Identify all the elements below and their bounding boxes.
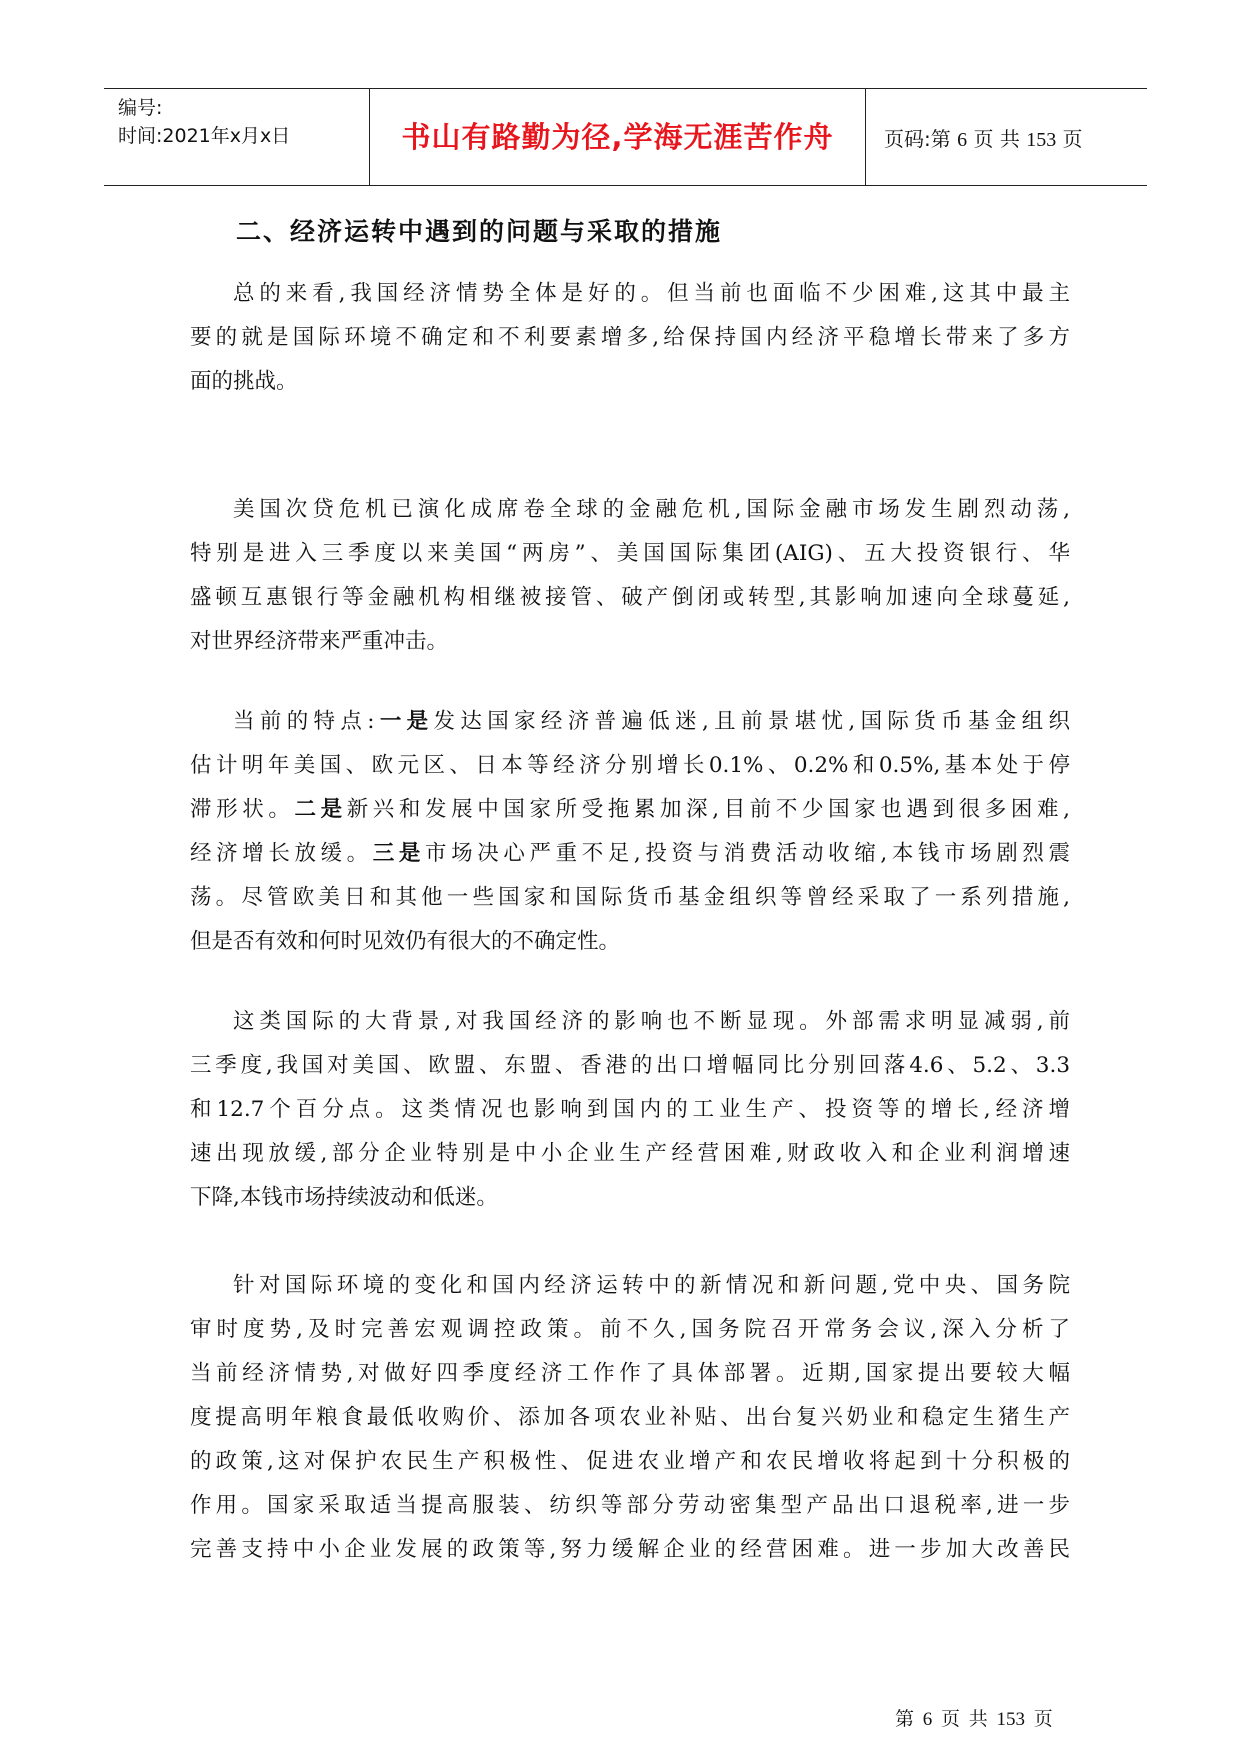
section-heading: 二、经济运转中遇到的问题与采取的措施 [236,217,723,246]
paragraph-1 [190,272,1070,404]
paragraph-line: 的政策,这对保护农民生产积极性、促进农业增产和农民增收将起到十分积极的 [190,1449,1070,1474]
page-mid: 页 共 [973,127,1020,151]
paragraph-line: 和12.7个百分点。这类情况也影响到国内的工业生产、投资等的增长,经济增 [190,1097,1070,1122]
paragraph-5 [190,1264,1070,1572]
header-page-cell [866,89,1147,185]
bold-marker-three: 三是 [372,841,426,866]
paragraph-line: 估计明年美国、欧元区、日本等经济分别增长0.1%、0.2%和0.5%,基本处于停 [190,753,1070,778]
text-run: 发达国家经济普遍低迷,且前景堪忧,国际货币基金组织 [433,709,1070,734]
paragraph-line: 特别是进入三季度以来美国“两房”、美国国际集团(AIG)、五大投资银行、华 [190,541,1070,566]
paragraph-4 [190,1000,1070,1220]
paragraph-line: 但是否有效和何时见效仍有很大的不确定性。 [190,929,621,954]
paragraph-line: 对世界经济带来严重冲击。 [190,629,449,654]
page-suffix: 页 [1062,127,1083,151]
header-motto-cell [369,89,866,185]
paragraph-line: 这类国际的大背景,对我国经济的影响也不断显现。外部需求明显减弱,前 [233,1009,1070,1034]
paragraph-line: 速出现放缓,部分企业特别是中小企业生产经营困难,财政收入和企业利润增速 [190,1141,1070,1166]
paragraph-3 [190,700,1070,964]
paragraph-line: 针对国际环境的变化和国内经济运转中的新情况和新问题,党中央、国务院 [233,1273,1070,1298]
page-footer: 第 6 页 共 153 页 [895,1709,1053,1730]
paragraph-line: 度提高明年粮食最低收购价、添加各项农业补贴、出台复兴奶业和稳定生猪生产 [190,1405,1070,1430]
paragraph-2 [190,488,1070,664]
header-motto: 书山有路勤为径,学海无涯苦作舟 [401,120,834,154]
paragraph-line: 总的来看,我国经济情势全体是好的。但当前也面临不少困难,这其中最主 [233,281,1070,306]
paragraph-line: 下降,本钱市场持续波动和低迷。 [190,1185,498,1210]
text-run: 滞形状。 [190,797,295,822]
paragraph-line: 面的挑战。 [190,369,298,394]
paragraph-line: 荡。尽管欧美日和其他一些国家和国际货币基金组织等曾经采取了一系列措施, [190,885,1070,910]
paragraph-line: 作用。国家采取适当提高服装、纺织等部分劳动密集型产品出口退税率,进一步 [190,1493,1070,1518]
text-run: 当前的特点: [233,709,375,734]
paragraph-line: 盛顿互惠银行等金融机构相继被接管、破产倒闭或转型,其影响加速向全球蔓延, [190,585,1070,610]
page-number: 6 [957,129,968,151]
paragraph-line [190,700,1070,744]
paragraph-line: 审时度势,及时完善宏观调控政策。前不久,国务院召开常务会议,深入分析了 [190,1317,1070,1342]
paragraph-line: 美国次贷危机已演化成席卷全球的金融危机,国际金融市场发生剧烈动荡, [233,497,1070,522]
text-run: 新兴和发展中国家所受拖累加深,目前不少国家也遇到很多困难, [346,797,1070,822]
document-time-label: 时间:2021年x月x日 [118,125,291,147]
paragraph-line: 完善支持中小企业发展的政策等,努力缓解企业的经营困难。进一步加大改善民 [190,1537,1070,1562]
document-number-label: 编号: [118,97,163,119]
page-prefix: 页码:第 [884,127,951,151]
paragraph-line: 三季度,我国对美国、欧盟、东盟、香港的出口增幅同比分别回落4.6、5.2、3.3 [190,1053,1070,1078]
document-header [104,88,1147,186]
bold-marker-one: 一是 [374,709,434,734]
text-run: 经济增长放缓。 [190,841,373,866]
paragraph-line: 当前经济情势,对做好四季度经济工作作了具体部署。近期,国家提出要较大幅 [190,1361,1070,1386]
paragraph-line [190,788,1070,832]
page-total: 153 [1026,129,1057,151]
header-page-info [884,123,1083,152]
paragraph-line: 要的就是国际环境不确定和不利要素增多,给保持国内经济平稳增长带来了多方 [190,325,1070,350]
bold-marker-two: 二是 [294,797,347,822]
text-run: 市场决心严重不足,投资与消费活动收缩,本钱市场剧烈震 [425,841,1070,866]
paragraph-line [190,832,1070,876]
header-meta-cell [104,89,369,185]
